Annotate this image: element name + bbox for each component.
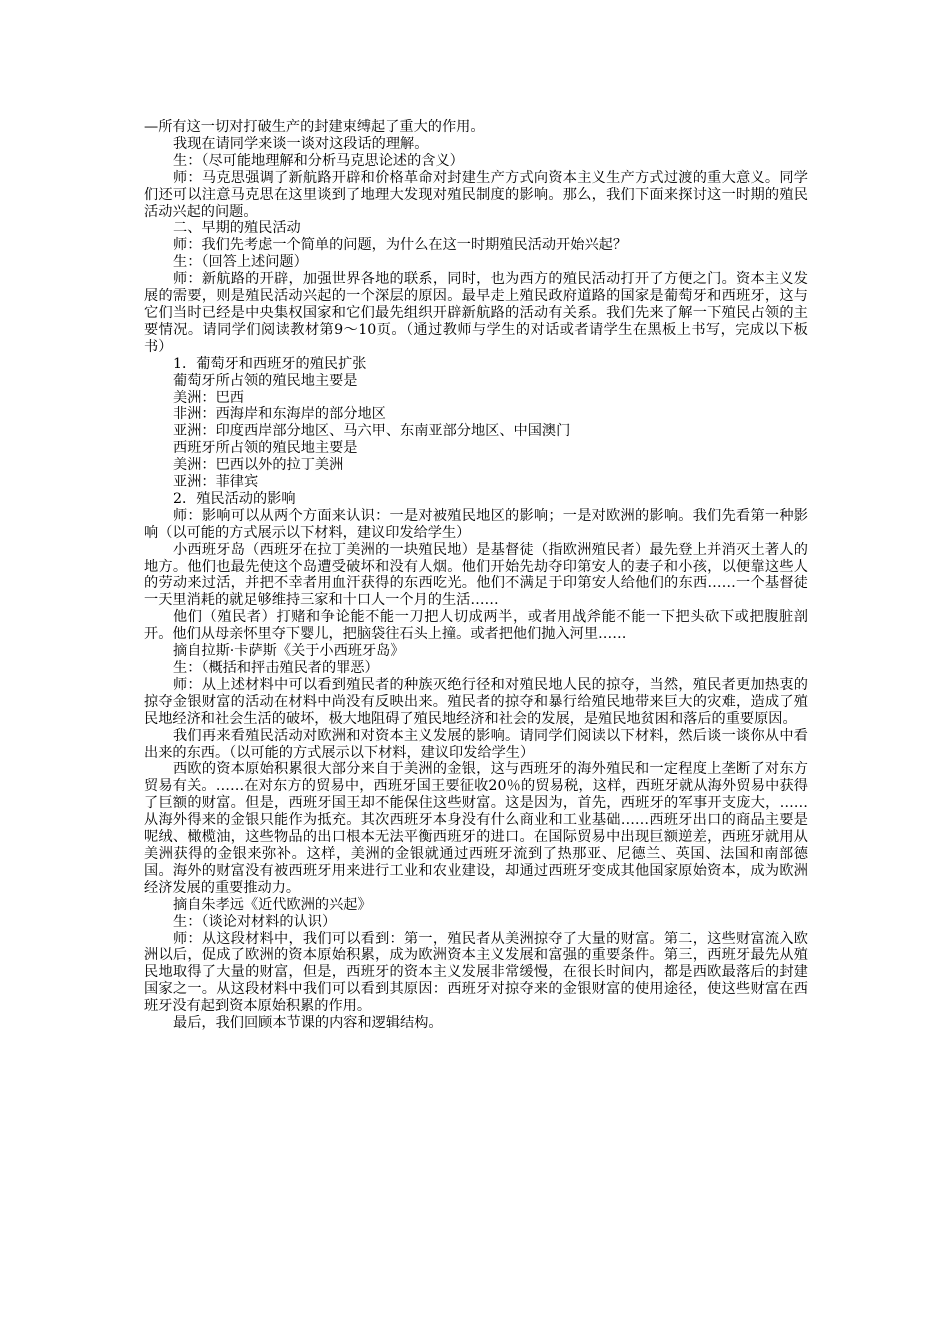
paragraph: 师：影响可以从两个方面来认识：一是对被殖民地区的影响；一是对欧洲的影响。我们先看第一种影响（以可能的方式展示以下材料，建议印发给学生） — [144, 507, 808, 541]
paragraph: 师：从这段材料中，我们可以看到：第一，殖民者从美洲掠夺了大量的财富。第二，这些财富流入欧洲以后，促成了欧洲的资本原始积累，成为欧洲资本主义发展和富强的重要条件。第三，西班牙最先从殖民地取得了大量的财富，但是，西班牙的资本主义发展非常缓慢，在很长时间内，都是西欧最落后的封建国家之一。从这段材料中我们可以看到其原因：西班牙对掠夺来的金银财富的使用途径，使这些财富在西班牙没有起到资本原始积累的作用。 — [144, 930, 808, 1015]
paragraph: 我现在请同学来谈一谈对这段话的理解。 — [173, 135, 429, 152]
paragraph: 师：我们先考虑一个简单的问题，为什么在这一时期殖民活动开始兴起？ — [173, 237, 628, 254]
paragraph: 二、早期的殖民活动 — [173, 220, 301, 237]
paragraph: 摘自朱孝远《近代欧洲的兴起》 — [173, 896, 372, 913]
paragraph: 亚洲：印度西岸部分地区、马六甲、东南亚部分地区、中国澳门 — [173, 423, 571, 440]
paragraph: 亚洲：菲律宾 — [173, 474, 259, 491]
paragraph: 美洲：巴西 — [173, 389, 244, 406]
paragraph: 1．葡萄牙和西班牙的殖民扩张 — [173, 355, 367, 372]
paragraph: 西班牙所占领的殖民地主要是 — [173, 440, 358, 457]
paragraph: —所有这一切对打破生产的封建束缚起了重大的作用。 — [144, 119, 485, 135]
paragraph: 2．殖民活动的影响 — [173, 490, 296, 507]
paragraph: 摘自拉斯·卡萨斯《关于小西班牙岛》 — [173, 643, 405, 660]
paragraph: 美洲：巴西以外的拉丁美洲 — [173, 457, 344, 474]
paragraph: 葡萄牙所占领的殖民地主要是 — [173, 372, 358, 389]
paragraph: 师：新航路的开辟，加强世界各地的联系，同时，也为西方的殖民活动打开了方便之门。资本主义发展的需要，则是殖民活动兴起的一个深层的原因。最早走上殖民政府道路的国家是葡萄牙和西班牙，这与它们当时已经是中央集权国家和它们最先组织开辟新航路的活动有关系。我们先来了解一下殖民占领的主要情况。请同学们阅读教材第9～10页。（通过教师与学生的对话或者请学生在黑板上书写，完成以下板书） — [144, 271, 808, 355]
paragraph: 生：（谈论对材料的认识） — [173, 913, 337, 930]
paragraph: 生：（概括和抨击殖民者的罪恶） — [173, 660, 379, 676]
paragraph: 最后，我们回顾本节课的内容和逻辑结构。 — [173, 1015, 443, 1032]
paragraph: 生：（尽可能地理解和分析马克思论述的含义） — [173, 152, 464, 169]
paragraph: 小西班牙岛（西班牙在拉丁美洲的一块殖民地）是基督徒（指欧洲殖民者）最先登上并消灭土著人的地方。他们也最先使这个岛遭受破坏和没有人烟。他们开始先劫夺印第安人的妻子和小孩，以便靠这些人的劳动来过活，并把不幸者用血汗获得的东西吃光。他们不满足于印第安人给他们的东西……一个基督徒一天里消耗的就足够维持三家和十口人一个月的生活…… — [144, 541, 808, 609]
paragraph: 生：（回答上述问题） — [173, 254, 308, 271]
paragraph: 我们再来看殖民活动对欧洲和对资本主义发展的影响。请同学们阅读以下材料，然后谈一谈你从中看出来的东西。（以可能的方式展示以下材料，建议印发给学生） — [144, 727, 808, 761]
document-body — [144, 119, 808, 1032]
paragraph: 师：从上述材料中可以看到殖民者的种族灭绝行径和对殖民地人民的掠夺，当然，殖民者更加热衷的掠夺金银财富的活动在材料中尚没有反映出来。殖民者的掠夺和暴行给殖民地带来巨大的灾难，造成了殖民地经济和社会生活的破坏，极大地阻碍了殖民地经济和社会的发展，是殖民地贫困和落后的重要原因。 — [144, 676, 808, 727]
paragraph: 西欧的资本原始积累很大部分来自于美洲的金银，这与西班牙的海外殖民和一定程度上垄断了对东方贸易有关。……在对东方的贸易中，西班牙国王要征收20％的贸易税，这样，西班牙就从海外贸易中获得了巨额的财富。但是，西班牙国王却不能保住这些财富。这是因为，首先，西班牙的军事开支庞大，……从海外得来的金银只能作为抵充。其次西班牙本身没有什么商业和工业基础……西班牙出口的商品主要是呢绒、橄榄油，这些物品的出口根本无法平衡西班牙的进口。在国际贸易中出现巨额逆差，西班牙就用从美洲获得的金银来弥补。这样，美洲的金银就通过西班牙流到了热那亚、尼德兰、英国、法国和南部德国。海外的财富没有被西班牙用来进行工业和农业建设，却通过西班牙变成其他国家原始资本，成为欧洲经济发展的重要推动力。 — [144, 761, 808, 896]
paragraph: 非洲：西海岸和东海岸的部分地区 — [173, 406, 386, 423]
paragraph: 师：马克思强调了新航路开辟和价格革命对封建生产方式向资本主义生产方式过渡的重大意义。同学们还可以注意马克思在这里谈到了地理大发现对殖民制度的影响。那么，我们下面来探讨这一时期的殖民活动兴起的问题。 — [144, 169, 808, 220]
paragraph: 他们（殖民者）打赌和争论能不能一刀把人切成两半，或者用战斧能不能一下把头砍下或把腹脏剖开。他们从母亲怀里夺下婴儿，把脑袋往石头上撞。或者把他们抛入河里…… — [144, 609, 808, 643]
